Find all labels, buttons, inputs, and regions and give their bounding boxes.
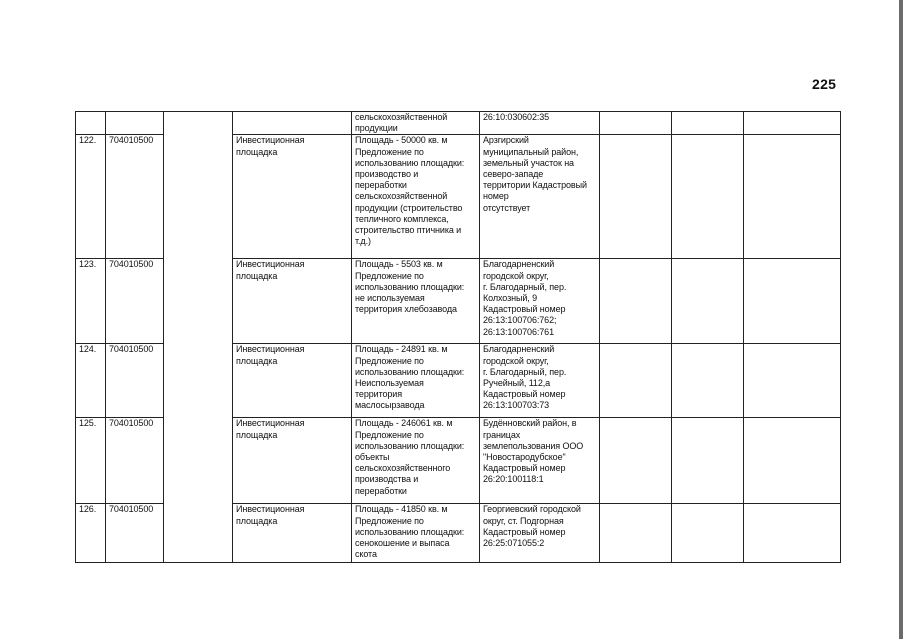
cell-empty (600, 504, 672, 563)
cell-description: Площадь - 50000 кв. м Предложение по использованию площадки: производство и переработки сельскохозяйственной продукции (строительство тепличного комплекса, строительство птичника и т.д.) (352, 135, 480, 259)
cell-code: 704010500 (106, 259, 164, 344)
table-row-continued (76, 112, 841, 135)
cell-code: 704010500 (106, 135, 164, 259)
cell-empty (672, 259, 744, 344)
cell-description: Площадь - 246061 кв. м Предложение по использованию площадки: объекты сельскохозяйственного производства и переработки (352, 418, 480, 504)
cell-empty (744, 112, 841, 135)
cell-empty (600, 259, 672, 344)
cell-empty (744, 344, 841, 418)
page-number: 225 (812, 76, 837, 92)
cell-empty (600, 112, 672, 135)
cell-code: 704010500 (106, 418, 164, 504)
cell-location: 26:10:030602:35 (480, 112, 600, 135)
cell-description: Площадь - 24891 кв. м Предложение по использованию площадки: Неиспользуемая территория маслосырзавода (352, 344, 480, 418)
cell-type: Инвестиционная площадка (233, 344, 352, 418)
cell-type: Инвестиционная площадка (233, 418, 352, 504)
cell-empty (600, 418, 672, 504)
cell-location: Благодарненский городской округ, г. Благодарный, пер. Колхозный, 9 Кадастровый номер 26:13:100706:762; 26:13:100706:761 (480, 259, 600, 344)
cell-empty (744, 259, 841, 344)
cell-location: Георгиевский городской округ, ст. Подгорная Кадастровый номер 26:25:071055:2 (480, 504, 600, 563)
cell-num: 126. (76, 504, 106, 563)
cell-empty (744, 418, 841, 504)
cell-empty (744, 135, 841, 259)
cell-num (76, 112, 106, 135)
page-edge-shadow (899, 0, 903, 639)
cell-description: Площадь - 5503 кв. м Предложение по использованию площадки: не используемая территория хлебозавода (352, 259, 480, 344)
investment-sites-table (75, 111, 841, 563)
cell-description: Площадь - 41850 кв. м Предложение по использованию площадки: сенокошение и выпаса скота (352, 504, 480, 563)
cell-empty (672, 135, 744, 259)
cell-type: Инвестиционная площадка (233, 135, 352, 259)
cell-type: Инвестиционная площадка (233, 504, 352, 563)
cell-empty (600, 344, 672, 418)
cell-num: 125. (76, 418, 106, 504)
cell-merged-empty (164, 112, 233, 563)
cell-empty (672, 344, 744, 418)
cell-location: Арзгирский муниципальный район, земельный участок на северо-западе территории Кадастровый номер отсутствует (480, 135, 600, 259)
cell-code: 704010500 (106, 344, 164, 418)
cell-location: Будённовский район, в границах землепользования ООО "Новостародубское" Кадастровый номер 26:20:100118:1 (480, 418, 600, 504)
cell-empty (744, 504, 841, 563)
cell-code: 704010500 (106, 504, 164, 563)
cell-num: 123. (76, 259, 106, 344)
cell-empty (672, 504, 744, 563)
cell-description: сельскохозяйственной продукции (352, 112, 480, 135)
cell-type: Инвестиционная площадка (233, 259, 352, 344)
cell-type (233, 112, 352, 135)
cell-code (106, 112, 164, 135)
cell-location: Благодарненский городской округ, г. Благодарный, пер. Ручейный, 112,а Кадастровый номер 26:13:100703:73 (480, 344, 600, 418)
cell-empty (672, 112, 744, 135)
cell-num: 122. (76, 135, 106, 259)
cell-empty (672, 418, 744, 504)
cell-num: 124. (76, 344, 106, 418)
cell-empty (600, 135, 672, 259)
